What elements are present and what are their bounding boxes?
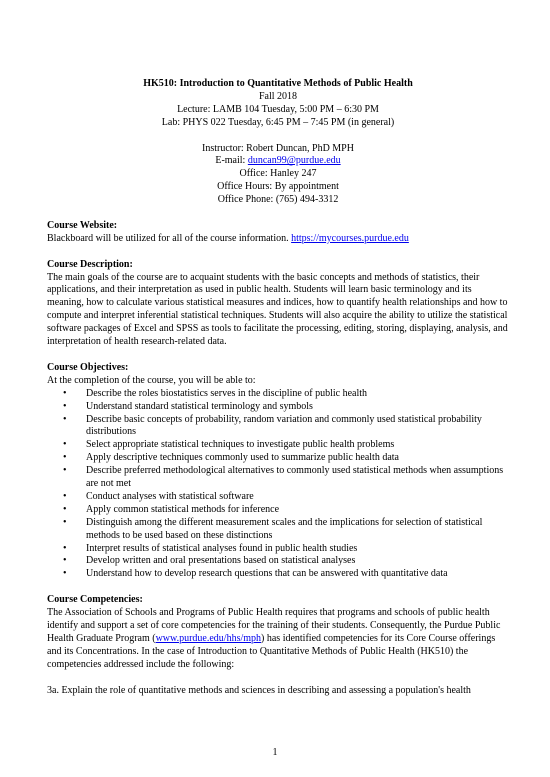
competencies-heading: Course Competencies: — [47, 594, 143, 606]
header-block — [47, 78, 509, 130]
website-heading: Course Website: — [47, 219, 118, 231]
list-item: • Distinguish among the different measurement scales and the implications for selection of statistical methods to be used based on these distinctions — [63, 516, 483, 541]
bullet-icon: • — [63, 542, 67, 554]
list-item: • Develop written and oral presentations based on statistical analyses — [63, 555, 356, 567]
bullet-icon: • — [63, 465, 67, 477]
website-link[interactable]: https://mycourses.purdue.edu — [291, 232, 409, 244]
list-item: • Understand how to develop research questions that can be answered with quantitative data — [63, 568, 448, 580]
list-item: • Understand standard statistical terminology and symbols — [63, 400, 313, 412]
email-link[interactable]: duncan99@purdue.edu — [247, 155, 341, 167]
page-number: 1 — [272, 747, 278, 758]
list-item: • Conduct analyses with statistical software — [63, 490, 254, 502]
website-text — [47, 233, 509, 246]
email-label: E-mail: — [215, 155, 248, 167]
bullet-icon: • — [63, 568, 67, 580]
list-item: • Interpret results of statistical analyses found in public health studies — [63, 542, 358, 554]
description-heading: Course Description: — [47, 258, 133, 270]
instructor-phone: Office Phone: (765) 494-3312 — [217, 194, 339, 206]
bullet-icon: • — [63, 516, 67, 528]
mph-link[interactable]: www.purdue.edu/hhs/mph — [155, 632, 262, 644]
bullet-icon: • — [63, 490, 67, 502]
course-term: Fall 2018 — [258, 90, 298, 102]
instructor-name: Instructor: Robert Duncan, PhD MPH — [202, 142, 354, 154]
list-item: • Describe basic concepts of probability, random variation and commonly used statistical probability distributions — [63, 413, 482, 438]
list-item: • Apply descriptive techniques commonly used to summarize public health data — [63, 452, 399, 464]
instructor-hours: Office Hours: By appointment — [217, 181, 339, 193]
objectives-intro: At the completion of the course, you will be able to: — [47, 374, 256, 386]
course-title: HK510: Introduction to Quantitative Methods of Public Health — [143, 78, 413, 89]
bullet-icon: • — [63, 387, 67, 399]
objectives-heading: Course Objectives: — [47, 361, 129, 373]
lecture-info: Lecture: LAMB 104 Tuesday, 5:00 PM – 6:30 PM — [177, 103, 379, 115]
list-item: • Select appropriate statistical techniques to investigate public health problems — [63, 439, 395, 451]
objectives-list — [47, 388, 509, 582]
bullet-icon: • — [63, 503, 67, 515]
list-item: • Describe preferred methodological alternatives to commonly used statistical methods when assumptions are not met — [63, 465, 504, 490]
bullet-icon: • — [63, 452, 67, 464]
website-sentence: Blackboard will be utilized for all of the course information. — [47, 232, 292, 244]
instructor-office: Office: Hanley 247 — [239, 168, 317, 180]
bullet-icon: • — [63, 555, 67, 567]
competency-3a: 3a. Explain the role of quantitative methods and sciences in describing and assessing a population's health — [47, 684, 471, 696]
description-text: The main goals of the course are to acquaint students with the basic concepts and methods of statistics, their applications, and their interpretation as used in public health. Students will learn basic terminology and its meaning, how to calculate various statistical measures and indices, how to quantify health relationships and how to compute and interpret inferential statistical techniques. Students will also acquire the ability to utilize the statistical software packages of Excel and SPSS as tools to facilitate the processing, editing, storing, displaying, analysis, and interpretation of health research-related data. — [47, 271, 508, 348]
list-item: • Apply common statistical methods for inference — [63, 503, 280, 515]
document-page — [47, 78, 509, 697]
instructor-block — [47, 143, 509, 208]
list-item: • Describe the roles biostatistics serves in the discipline of public health — [63, 387, 368, 399]
bullet-icon: • — [63, 400, 67, 412]
bullet-icon: • — [63, 413, 67, 425]
bullet-icon: • — [63, 439, 67, 451]
lab-info: Lab: PHYS 022 Tuesday, 6:45 PM – 7:45 PM (in general) — [161, 116, 395, 128]
instructor-email-line — [47, 155, 509, 168]
competencies-text: The Association of Schools and Programs of Public Health requires that programs and schools of public health identify and support a set of core competencies for the training of their students. Consequently, the Purdue Public Health Graduate Program (www.purdue.edu/hhs/mph) has identified competencies for its Core Course offerings and its Concentrations. In the case of Introduction to Quantitative Methods of Public Health (HK510) the competencies addressed include the following: — [47, 607, 501, 670]
